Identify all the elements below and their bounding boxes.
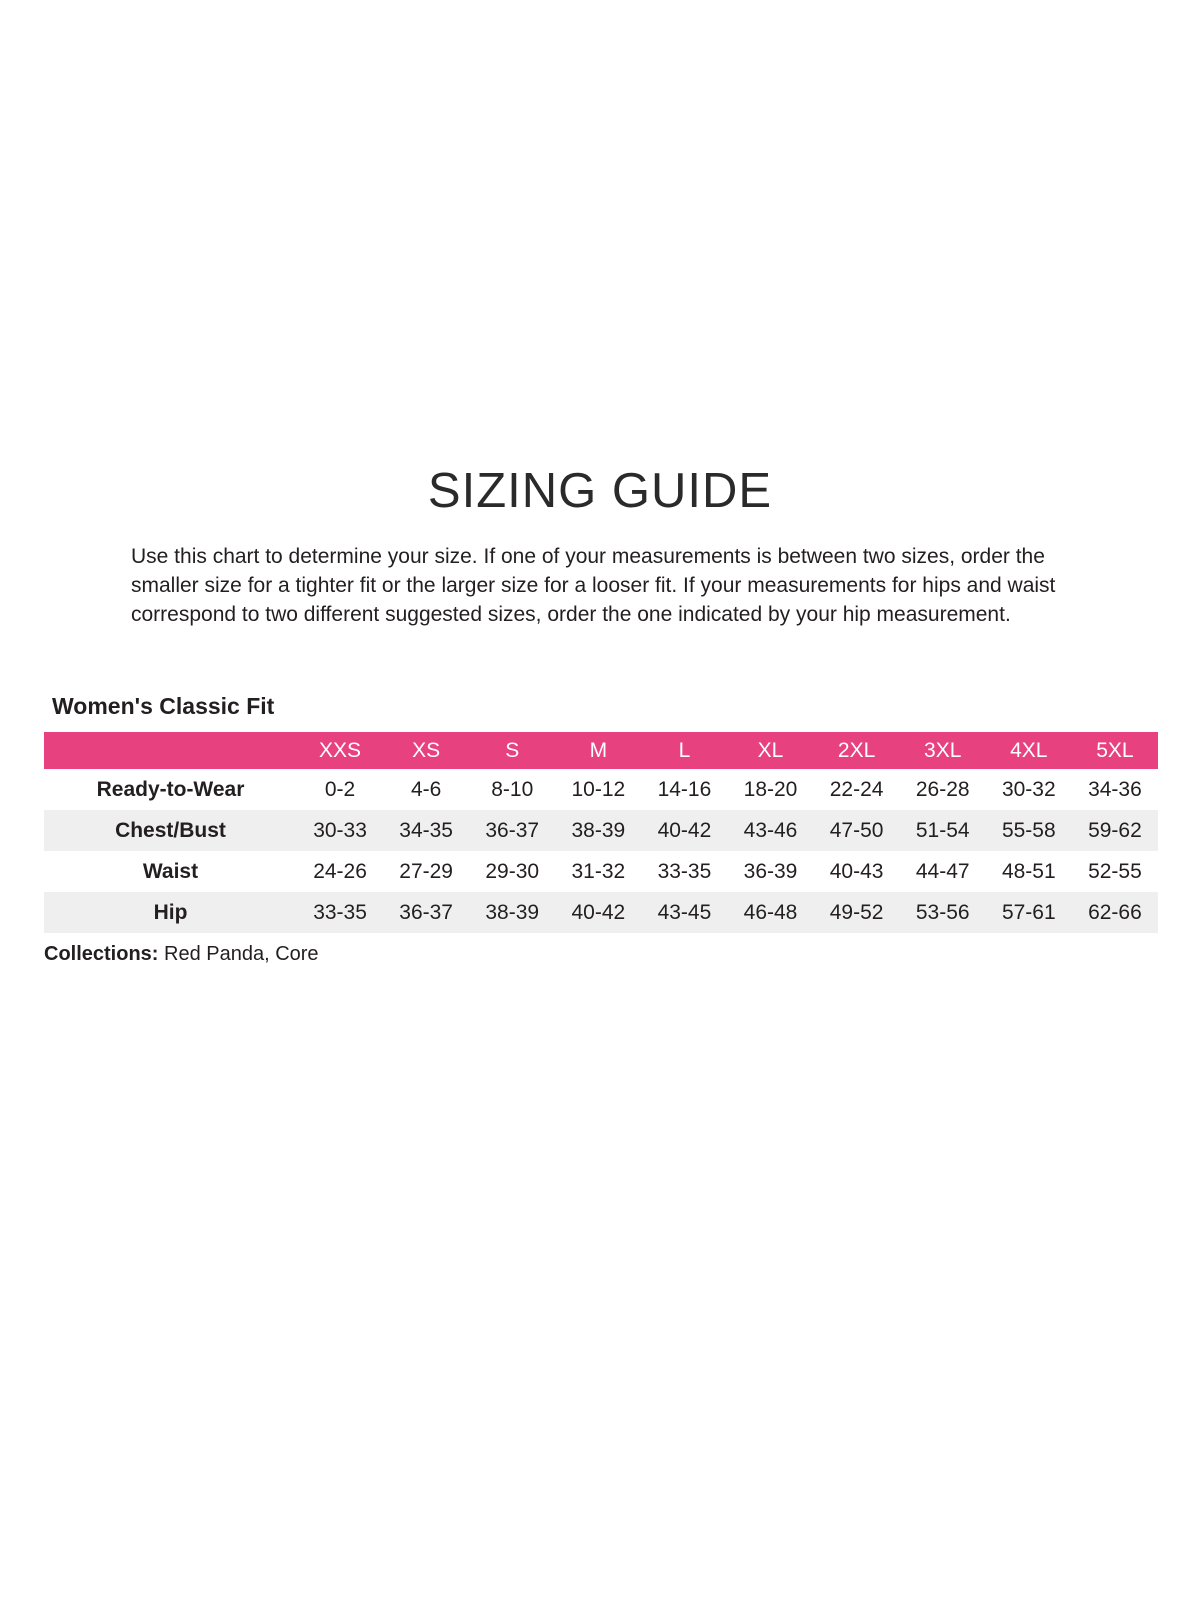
table-cell: 40-42 — [555, 892, 641, 933]
header-cell-size: XL — [727, 732, 813, 769]
table-row-hip — [44, 892, 1158, 933]
header-cell-size: S — [469, 732, 555, 769]
table-cell: 30-32 — [1001, 777, 1056, 801]
table-cell: 49-52 — [814, 892, 900, 933]
collections-note — [44, 943, 1158, 966]
collections-value: Red Panda, Core — [158, 943, 319, 965]
size-chart-section — [44, 693, 1158, 966]
table-cell: 33-35 — [657, 859, 712, 883]
table-cell: 26-28 — [915, 777, 970, 801]
table-row-chest-bust — [44, 810, 1158, 851]
table-cell: 36-37 — [383, 892, 469, 933]
table-cell: 55-58 — [986, 810, 1072, 851]
header-cell-size: M — [555, 732, 641, 769]
table-title: Women's Classic Fit — [52, 693, 275, 719]
table-cell: 18-20 — [743, 777, 798, 801]
table-cell: 40-43 — [829, 859, 884, 883]
header-cell-size: 4XL — [986, 732, 1072, 769]
header-cell-size: 3XL — [900, 732, 986, 769]
table-cell: 53-56 — [900, 892, 986, 933]
header-cell-size: 2XL — [814, 732, 900, 769]
table-cell: 27-29 — [399, 859, 453, 883]
table-header-row — [44, 732, 1158, 769]
row-label: Ready-to-Wear — [96, 777, 245, 801]
table-cell: 34-36 — [1088, 777, 1142, 801]
table-cell: 59-62 — [1072, 810, 1158, 851]
table-cell: 40-42 — [641, 810, 727, 851]
header-cell-size: 5XL — [1072, 732, 1158, 769]
table-cell: 52-55 — [1088, 859, 1142, 883]
row-label: Chest/Bust — [44, 810, 297, 851]
header-cell-size: XXS — [297, 732, 383, 769]
intro-paragraph: Use this chart to determine your size. If one of your measurements is between two sizes, order the smaller size for a tighter fit or the larger size for a looser fit. If your measurements for hips and waist correspond to two different suggested sizes, order the one indicated by your hip measurement. — [131, 545, 1056, 626]
table-cell: 34-35 — [383, 810, 469, 851]
table-cell: 4-6 — [410, 777, 442, 801]
table-cell: 36-37 — [469, 810, 555, 851]
table-row-ready-to-wear — [44, 769, 1158, 810]
table-cell: 22-24 — [829, 777, 884, 801]
table-cell: 33-35 — [297, 892, 383, 933]
table-cell: 43-46 — [727, 810, 813, 851]
table-cell: 44-47 — [915, 859, 970, 883]
header-cell-empty — [44, 732, 297, 769]
table-cell: 29-30 — [485, 859, 540, 883]
table-cell: 51-54 — [900, 810, 986, 851]
table-cell: 57-61 — [986, 892, 1072, 933]
header-cell-size: L — [641, 732, 727, 769]
table-cell: 46-48 — [727, 892, 813, 933]
table-cell: 24-26 — [313, 859, 367, 883]
table-cell: 43-45 — [641, 892, 727, 933]
page-title: SIZING GUIDE — [427, 464, 773, 518]
table-cell: 38-39 — [469, 892, 555, 933]
header-cell-size: XS — [383, 732, 469, 769]
row-label: Hip — [44, 892, 297, 933]
table-cell: 47-50 — [814, 810, 900, 851]
table-cell: 38-39 — [555, 810, 641, 851]
table-cell: 0-2 — [324, 777, 356, 801]
table-cell: 30-33 — [297, 810, 383, 851]
table-cell: 14-16 — [657, 777, 712, 801]
size-table — [44, 732, 1158, 933]
table-cell: 36-39 — [743, 859, 798, 883]
table-row-waist — [44, 851, 1158, 892]
table-cell: 48-51 — [1001, 859, 1056, 883]
collections-label: Collections: — [44, 943, 159, 965]
row-label: Waist — [142, 859, 199, 883]
table-cell: 10-12 — [571, 777, 626, 801]
table-cell: 8-10 — [491, 777, 534, 801]
table-cell: 31-32 — [571, 859, 626, 883]
table-cell: 62-66 — [1072, 892, 1158, 933]
